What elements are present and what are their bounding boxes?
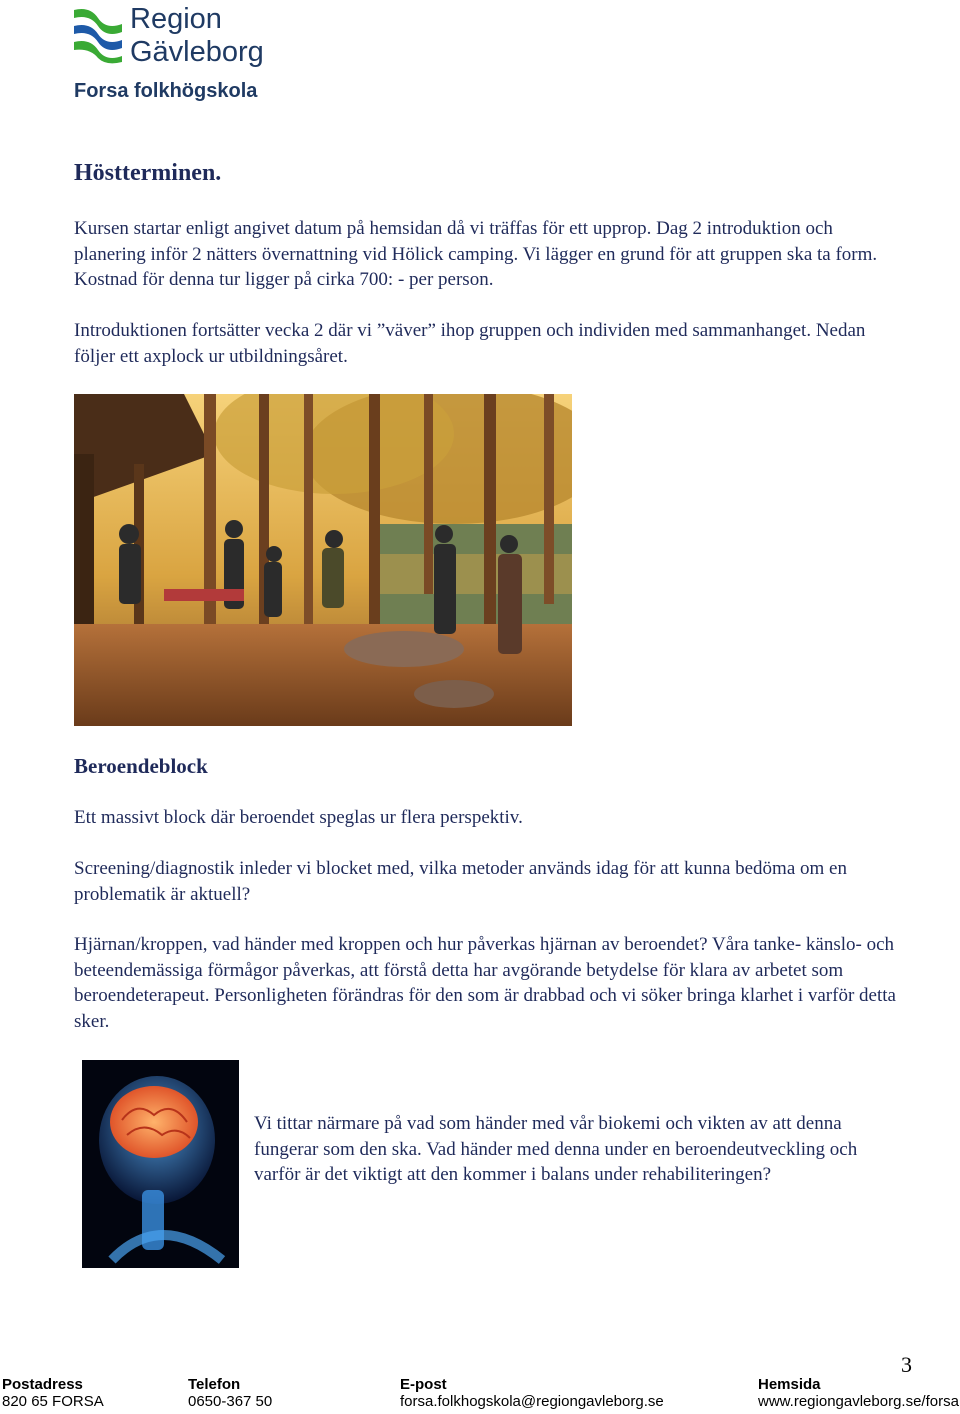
footer-postadress-value: 820 65 FORSA xyxy=(2,1393,104,1410)
region-gavleborg-logo xyxy=(72,4,292,70)
logo-text-gavleborg: Gävleborg xyxy=(130,36,264,68)
paragraph-brain-body: Hjärnan/kroppen, vad händer med kroppen och hur påverkas hjärnan av beroendet? Våra tanke- känslo- och beteendemässiga förmågor påverkas, att förstå detta har avgörande betydelse för klara av arbetet som beroendeterapeut. Personligheten förändras för den som är drabbad och vi söker bringa klarhet i varför detta sker. xyxy=(74,934,896,1032)
paragraph-biochemistry: Vi tittar närmare på vad som händer med vår biokemi och vikten av att denna fungerar som den ska. Vad händer med denna under en beroendeutveckling och varför är det viktigt att den kommer i balans under rehabiliteringen? xyxy=(254,1113,858,1185)
footer-hemsida-label: Hemsida xyxy=(758,1376,821,1393)
logo-wave-icon xyxy=(72,4,124,66)
camping-group-photo xyxy=(74,394,572,726)
footer-epost xyxy=(400,1376,664,1410)
footer-telefon-label: Telefon xyxy=(188,1376,241,1393)
school-name: Forsa folkhögskola xyxy=(74,80,258,102)
footer-hemsida-link[interactable]: www.regiongavleborg.se/forsa xyxy=(758,1393,959,1410)
paragraph-course-start: Kursen startar enligt angivet datum på hemsidan då vi träffas för ett upprop. Dag 2 introduktion och planering inför 2 nätters övernattning vid Hölick camping. Vi lägger en grund för att gruppen ska ta form. Kostnad för denna tur ligger på cirka 700: - per person. xyxy=(74,218,878,290)
page-number: 3 xyxy=(901,1352,912,1377)
footer-postadress xyxy=(2,1376,104,1410)
brain-xray-image xyxy=(82,1060,239,1268)
footer-telefon-value: 0650-367 50 xyxy=(188,1393,273,1410)
footer-hemsida xyxy=(758,1376,959,1410)
footer-epost-label: E-post xyxy=(400,1376,447,1393)
section-heading-beroendeblock: Beroendeblock xyxy=(74,754,208,778)
footer-telefon xyxy=(188,1376,272,1410)
footer-postadress-label: Postadress xyxy=(2,1376,83,1393)
paragraph-introduction: Introduktionen fortsätter vecka 2 där vi ”väver” ihop gruppen och individen med sammanhanget. Nedan följer ett axplock ur utbildningsåret. xyxy=(74,320,866,367)
paragraph-massive-block: Ett massivt block där beroendet speglas ur flera perspektiv. xyxy=(74,807,523,828)
section-heading-hostterminen: Höstterminen. xyxy=(74,160,222,186)
footer-epost-link[interactable]: forsa.folkhogskola@regiongavleborg.se xyxy=(400,1393,664,1410)
logo-text-region: Region xyxy=(130,3,222,35)
paragraph-screening: Screening/diagnostik inleder vi blocket med, vilka metoder används idag för att kunna bedöma om en problematik är aktuell? xyxy=(74,858,847,905)
